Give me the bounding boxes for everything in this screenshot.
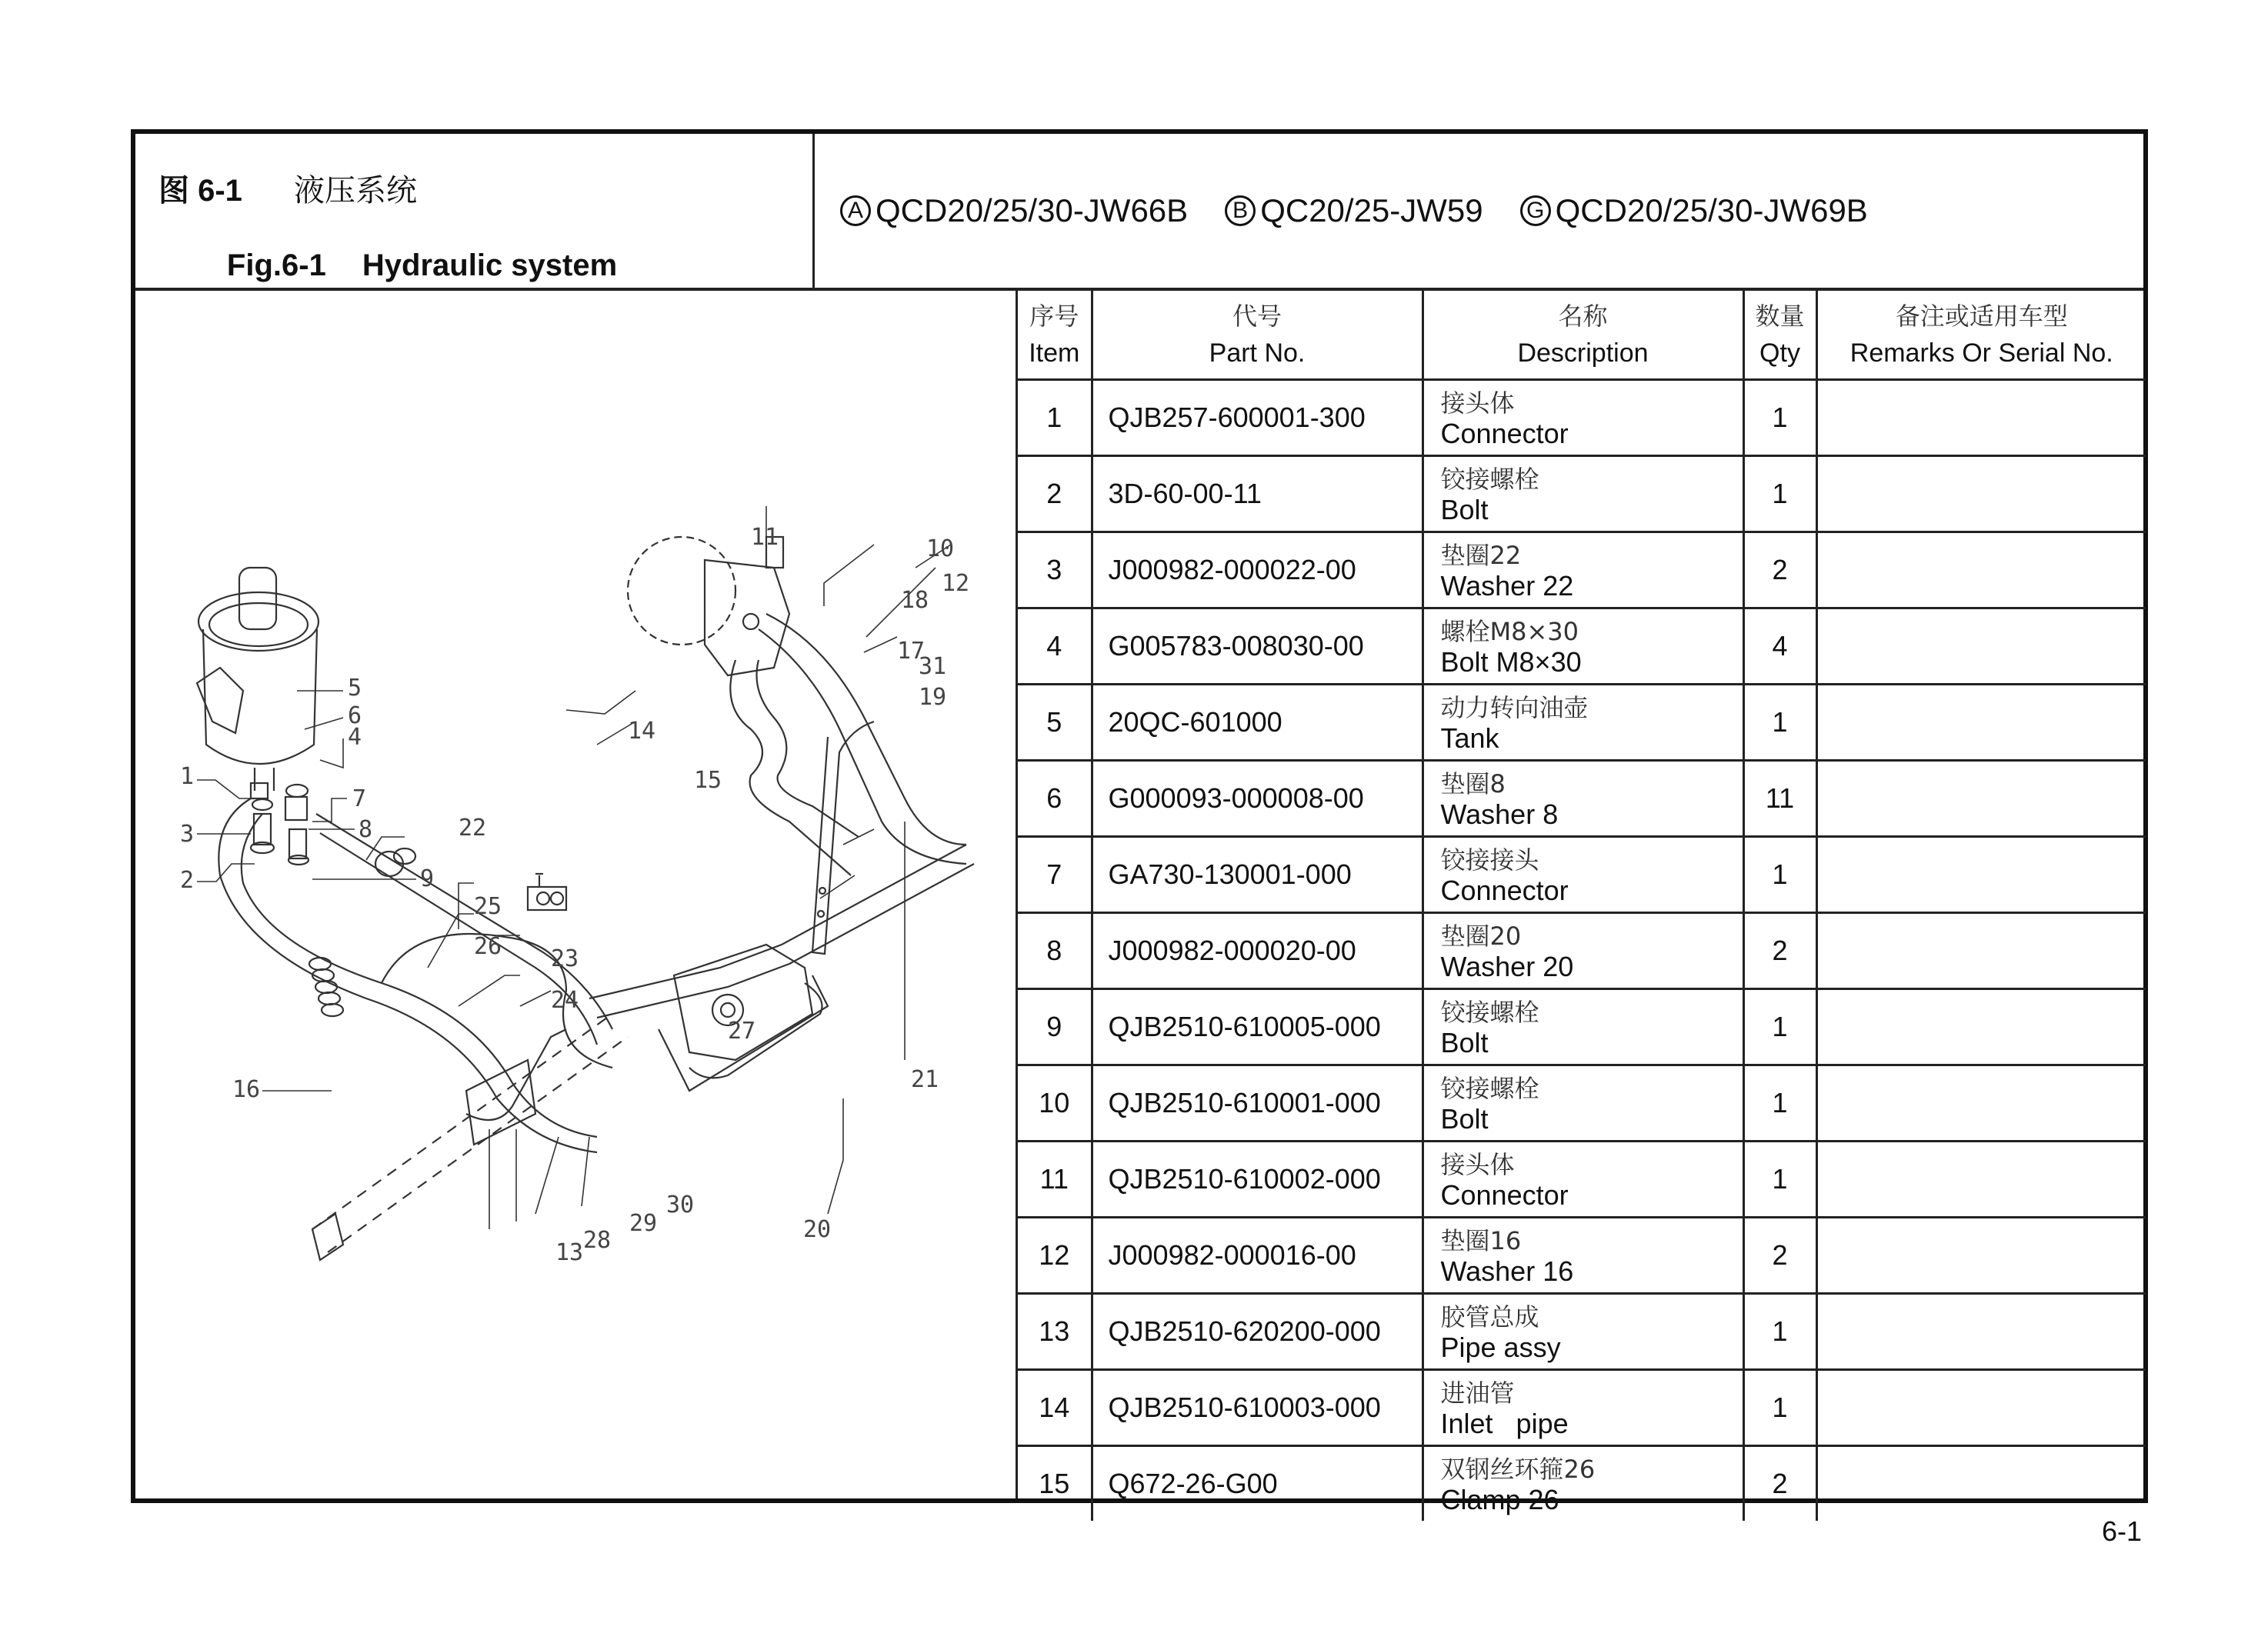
cell-description (1423, 456, 1743, 532)
figure-title-cn (158, 166, 417, 210)
cell-qty: 2 (1743, 913, 1816, 989)
callout-12: 12 (942, 570, 970, 597)
cell-part-no: J000982-000020-00 (1092, 913, 1423, 989)
callout-leaders (197, 506, 951, 1229)
figure-label-en: Fig.6-1 (226, 248, 326, 282)
cell-part-no: J000982-000022-00 (1092, 532, 1423, 608)
description-en: Bolt (1440, 1026, 1489, 1058)
description-cn: 螺栓M8×30 (1440, 616, 1579, 646)
callout-18: 18 (901, 587, 929, 614)
cell-qty: 1 (1743, 685, 1816, 761)
cell-remarks (1816, 1065, 2146, 1142)
callout-6: 6 (348, 702, 362, 729)
fittings-drawing (251, 783, 309, 865)
table-row (1018, 685, 2146, 761)
cell-description (1423, 837, 1743, 913)
col-header-item: 序号 Item (1018, 291, 1092, 380)
callout-3: 3 (180, 821, 195, 848)
cell-remarks (1816, 1218, 2146, 1294)
callout-28: 28 (583, 1227, 612, 1254)
table-row (1018, 1142, 2146, 1218)
cell-remarks (1816, 380, 2146, 456)
table-row (1018, 1370, 2146, 1446)
table-row (1018, 1065, 2146, 1142)
cell-description (1423, 1294, 1743, 1370)
cell-item: 5 (1018, 685, 1092, 761)
description-en: Bolt M8×30 (1440, 645, 1582, 678)
callout-29: 29 (629, 1210, 658, 1237)
cell-qty: 2 (1743, 1218, 1816, 1294)
cell-remarks (1816, 456, 2146, 532)
callout-5: 5 (348, 675, 362, 702)
col-header-qty: 数量 Qty (1743, 291, 1816, 380)
cell-remarks (1816, 989, 2146, 1065)
callout-25: 25 (474, 893, 502, 920)
callout-20: 20 (803, 1216, 832, 1243)
cell-description (1423, 1370, 1743, 1446)
callout-23: 23 (551, 945, 579, 972)
table-row (1018, 608, 2146, 685)
callout-1: 1 (180, 763, 195, 790)
callout-16: 16 (232, 1076, 261, 1103)
model-name: QC20/25-JW59 (1260, 192, 1483, 228)
description-cn: 胶管总成 (1440, 1302, 1539, 1332)
cell-part-no: 3D-60-00-11 (1092, 456, 1423, 532)
cell-item: 6 (1018, 761, 1092, 837)
table-row (1018, 532, 2146, 608)
cell-item: 10 (1018, 1065, 1092, 1142)
cell-description (1423, 1065, 1743, 1142)
model-name: QCD20/25/30-JW66B (876, 192, 1189, 228)
callout-27: 27 (728, 1018, 756, 1045)
description-en: Washer 8 (1440, 798, 1559, 830)
cell-item: 14 (1018, 1370, 1092, 1446)
description-cn: 铰接螺栓 (1440, 1073, 1539, 1103)
callout-17: 17 (897, 638, 926, 665)
table-row (1018, 1294, 2146, 1370)
description-cn: 双钢丝环箍26 (1440, 1454, 1596, 1484)
description-en: Connector (1440, 417, 1569, 449)
callout-13: 13 (555, 1239, 584, 1266)
exploded-view-illustration (135, 291, 1016, 1498)
tank-drawing (197, 568, 319, 791)
table-row (1018, 989, 2146, 1065)
model-list (812, 134, 2143, 288)
cell-item: 9 (1018, 989, 1092, 1065)
description-cn: 铰接接头 (1440, 845, 1539, 875)
cell-part-no: QJB2510-610001-000 (1092, 1065, 1423, 1142)
col-header-description: 名称 Description (1423, 291, 1743, 380)
col-header-part-no: 代号 Part No. (1092, 291, 1423, 380)
cell-description (1423, 608, 1743, 685)
cell-item: 3 (1018, 532, 1092, 608)
description-en: Washer 22 (1440, 569, 1574, 602)
callout-14: 14 (628, 718, 656, 745)
cell-item: 15 (1018, 1446, 1092, 1522)
model-g (1520, 192, 1868, 229)
description-en: Pipe assy (1440, 1331, 1561, 1363)
callout-numbers (180, 524, 969, 1266)
cell-remarks (1816, 1446, 2146, 1522)
hoses-drawing (218, 614, 974, 1152)
cell-remarks (1816, 1370, 2146, 1446)
cell-qty: 4 (1743, 608, 1816, 685)
callout-19: 19 (919, 684, 947, 711)
cell-qty: 1 (1743, 1065, 1816, 1142)
callout-30: 30 (666, 1192, 695, 1218)
callout-11: 11 (751, 524, 779, 551)
cell-item: 13 (1018, 1294, 1092, 1370)
cell-remarks (1816, 685, 2146, 761)
cell-qty: 1 (1743, 837, 1816, 913)
table-row (1018, 761, 2146, 837)
cell-remarks (1816, 608, 2146, 685)
description-cn: 接头体 (1440, 1149, 1515, 1179)
description-en: Bolt (1440, 493, 1489, 525)
cell-remarks (1816, 837, 2146, 913)
description-cn: 接头体 (1440, 388, 1515, 418)
cell-item: 7 (1018, 837, 1092, 913)
cell-qty: 1 (1743, 1142, 1816, 1218)
parts-page-frame (131, 129, 2148, 1515)
callout-26: 26 (474, 933, 502, 960)
description-en: Washer 16 (1440, 1255, 1574, 1287)
figure-title-block (135, 134, 815, 288)
description-cn: 铰接螺栓 (1440, 464, 1539, 494)
cell-qty: 2 (1743, 1446, 1816, 1522)
table-row (1018, 913, 2146, 989)
description-cn: 垫圈22 (1440, 540, 1522, 570)
cell-part-no: QJB2510-610003-000 (1092, 1370, 1423, 1446)
description-cn: 动力转向油壶 (1440, 692, 1589, 722)
cell-item: 11 (1018, 1142, 1092, 1218)
figure-label-cn: 图 6-1 (158, 174, 242, 208)
pipes-drawing (466, 983, 822, 1120)
table-row (1018, 1218, 2146, 1294)
cell-part-no: J000982-000016-00 (1092, 1218, 1423, 1294)
cell-description (1423, 380, 1743, 456)
callout-9: 9 (420, 865, 435, 892)
cell-description (1423, 685, 1743, 761)
cell-part-no: 20QC-601000 (1092, 685, 1423, 761)
table-header-row (1018, 291, 2146, 380)
circled-letter-icon: G (1520, 195, 1551, 226)
cell-description (1423, 989, 1743, 1065)
description-en: Washer 20 (1440, 950, 1574, 982)
page-number: 6-1 (2102, 1515, 2143, 1547)
cell-remarks (1816, 1294, 2146, 1370)
description-cn: 进油管 (1440, 1378, 1515, 1408)
description-cn: 垫圈8 (1440, 768, 1506, 798)
description-cn: 垫圈16 (1440, 1225, 1522, 1255)
cell-description (1423, 532, 1743, 608)
circled-letter-icon: A (840, 195, 871, 226)
pump-drawing (628, 537, 789, 675)
bracket-drawing (812, 722, 874, 954)
model-b (1225, 192, 1483, 229)
model-name: QCD20/25/30-JW69B (1555, 192, 1868, 228)
cell-description (1423, 1142, 1743, 1218)
cell-remarks (1816, 532, 2146, 608)
cell-remarks (1816, 1142, 2146, 1218)
callout-8: 8 (359, 816, 373, 843)
callout-21: 21 (911, 1066, 939, 1093)
cell-part-no: Q672-26-G00 (1092, 1446, 1423, 1522)
model-a (840, 192, 1188, 229)
callout-2: 2 (180, 867, 195, 894)
cell-qty: 1 (1743, 456, 1816, 532)
table-row (1018, 456, 2146, 532)
callout-15: 15 (694, 767, 722, 794)
cell-qty: 1 (1743, 380, 1816, 456)
description-en: Inlet pipe (1440, 1407, 1569, 1439)
table-row (1018, 380, 2146, 456)
description-en: Connector (1440, 874, 1569, 906)
cell-item: 12 (1018, 1218, 1092, 1294)
figure-title-text-en: Hydraulic system (362, 248, 618, 282)
cell-description (1423, 913, 1743, 989)
description-cn: 垫圈20 (1440, 921, 1522, 951)
cell-part-no: QJB257-600001-300 (1092, 380, 1423, 456)
cell-part-no: G005783-008030-00 (1092, 608, 1423, 685)
cell-item: 1 (1018, 380, 1092, 456)
hydraulic-system-drawing (135, 291, 1016, 1498)
description-cn: 铰接螺栓 (1440, 997, 1539, 1027)
callout-31: 31 (919, 653, 947, 680)
table-row (1018, 837, 2146, 913)
cell-item: 2 (1018, 456, 1092, 532)
col-header-remarks: 备注或适用车型 Remarks Or Serial No. (1816, 291, 2146, 380)
cell-item: 8 (1018, 913, 1092, 989)
callout-22: 22 (459, 815, 487, 842)
cell-description (1423, 1446, 1743, 1522)
cell-part-no: QJB2510-610002-000 (1092, 1142, 1423, 1218)
callout-24: 24 (551, 987, 579, 1014)
cell-qty: 1 (1743, 1294, 1816, 1370)
cell-remarks (1816, 761, 2146, 837)
description-en: Connector (1440, 1178, 1569, 1211)
cell-description (1423, 761, 1743, 837)
callout-10: 10 (926, 535, 955, 562)
cylinder-drawing (312, 1014, 628, 1260)
cell-remarks (1816, 913, 2146, 989)
description-en: Bolt (1440, 1102, 1489, 1135)
table-row (1018, 1446, 2146, 1522)
circled-letter-icon: B (1225, 195, 1256, 226)
figure-title-text-cn: 液压系统 (294, 174, 417, 208)
page-header (135, 134, 2143, 291)
cell-part-no: GA730-130001-000 (1092, 837, 1423, 913)
cell-part-no: QJB2510-620200-000 (1092, 1294, 1423, 1370)
callout-4: 4 (348, 724, 362, 751)
cell-item: 4 (1018, 608, 1092, 685)
parts-list-table (1016, 291, 2146, 1515)
cell-qty: 1 (1743, 989, 1816, 1065)
cell-part-no: QJB2510-610005-000 (1092, 989, 1423, 1065)
callout-7: 7 (352, 785, 367, 812)
description-en: Clamp 26 (1440, 1483, 1559, 1515)
cell-qty: 1 (1743, 1370, 1816, 1446)
description-en: Tank (1440, 722, 1499, 754)
cell-qty: 11 (1743, 761, 1816, 837)
cell-description (1423, 1218, 1743, 1294)
cell-part-no: G000093-000008-00 (1092, 761, 1423, 837)
cell-qty: 2 (1743, 532, 1816, 608)
